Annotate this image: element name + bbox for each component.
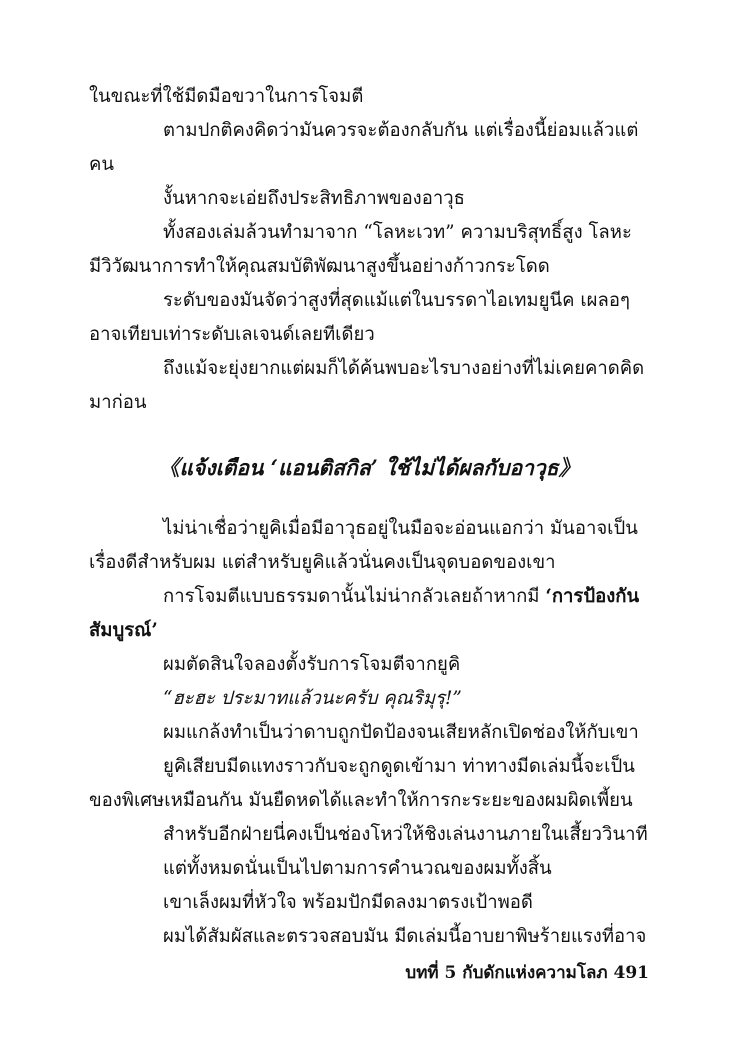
paragraph-line: ทั้งสองเล่มล้วนทำมาจาก “โลหะเวท” ความบริสุทธิ์สูง โลหะ <box>163 222 632 243</box>
system-notification-heading: 《แจ้งเตือน ‘แอนติสกิล’ ใช้ไม่ได้ผลกับอาวุธ》 <box>158 455 580 480</box>
paragraph-line: มาก่อน <box>89 392 147 413</box>
paragraph-line: ยูคิเสียบมีดแทงราวกับจะถูกดูดเข้ามา ท่าทางมีดเล่มนี้จะเป็น <box>163 756 635 777</box>
dialogue-line: “ฮะฮะ ประมาทแล้วนะครับ คุณริมุรุ!” <box>163 688 462 709</box>
paragraph-line: ระดับของมันจัดว่าสูงที่สุดแม้แต่ในบรรดาไอเทมยูนีค เผลอๆ <box>163 290 630 311</box>
paragraph-line: ของพิเศษเหมือนกัน มันยืดหดได้และทำให้การกะระยะของผมผิดเพี้ยน <box>89 790 633 811</box>
paragraph-line: แต่ทั้งหมดนั่นเป็นไปตามการคำนวณของผมทั้งสิ้น <box>163 858 552 879</box>
paragraph-line: มีวิวัฒนาการทำให้คุณสมบัติพัฒนาสูงขึ้นอย่างก้าวกระโดด <box>89 256 550 277</box>
paragraph-line: ผมได้สัมผัสและตรวจสอบมัน มีดเล่มนี้อาบยาพิษร้ายแรงที่อาจ <box>163 926 647 947</box>
paragraph-text: การโจมตีแบบธรรมดานั้นไม่น่ากลัวเลยถ้าหากมี <box>163 586 546 607</box>
paragraph-line: คน <box>89 154 115 175</box>
paragraph-line: ผมตัดสินใจลองตั้งรับการโจมตีจากยูคิ <box>163 654 461 675</box>
page-footer: บทที่ 5 กับดักแห่งความโลภ 491 <box>405 963 649 983</box>
paragraph-line: สำหรับอีกฝ่ายนี่คงเป็นช่องโหว่ให้ชิงเล่นงานภายในเสี้ยววินาที <box>163 824 648 845</box>
paragraph-line <box>89 580 649 614</box>
paragraph-line: งั้นหากจะเอ่ยถึงประสิทธิภาพของอาวุธ <box>163 188 465 209</box>
paragraph-line: อาจเทียบเท่าระดับเลเจนด์เลยทีเดียว <box>89 324 375 345</box>
paragraph-line: เขาเล็งผมที่หัวใจ พร้อมปักมีดลงมาตรงเป้าพอดี <box>163 892 533 913</box>
paragraph-line: เรื่องดีสำหรับผม แต่สำหรับยูคิแล้วนั่นคงเป็นจุดบอดของเขา <box>89 552 556 573</box>
paragraph-line: ผมแกล้งทำเป็นว่าดาบถูกปัดป้องจนเสียหลักเปิดช่องให้กับเขา <box>163 722 639 743</box>
emphasis-line: สัมบูรณ์’ <box>89 620 158 641</box>
emphasis-text: ‘การป้องกัน <box>545 586 640 607</box>
paragraph-line: ตามปกติคงคิดว่ามันควรจะต้องกลับกัน แต่เรื่องนี้ย่อมแล้วแต่ <box>163 120 639 141</box>
paragraph-line: ในขณะที่ใช้มีดมือขวาในการโจมตี <box>89 86 364 107</box>
paragraph-line: ถึงแม้จะยุ่งยากแต่ผมก็ได้ค้นพบอะไรบางอย่างที่ไม่เคยคาดคิด <box>163 358 645 379</box>
paragraph-line: ไม่น่าเชื่อว่ายูคิเมื่อมีอาวุธอยู่ในมือจะอ่อนแอกว่า มันอาจเป็น <box>163 518 638 539</box>
